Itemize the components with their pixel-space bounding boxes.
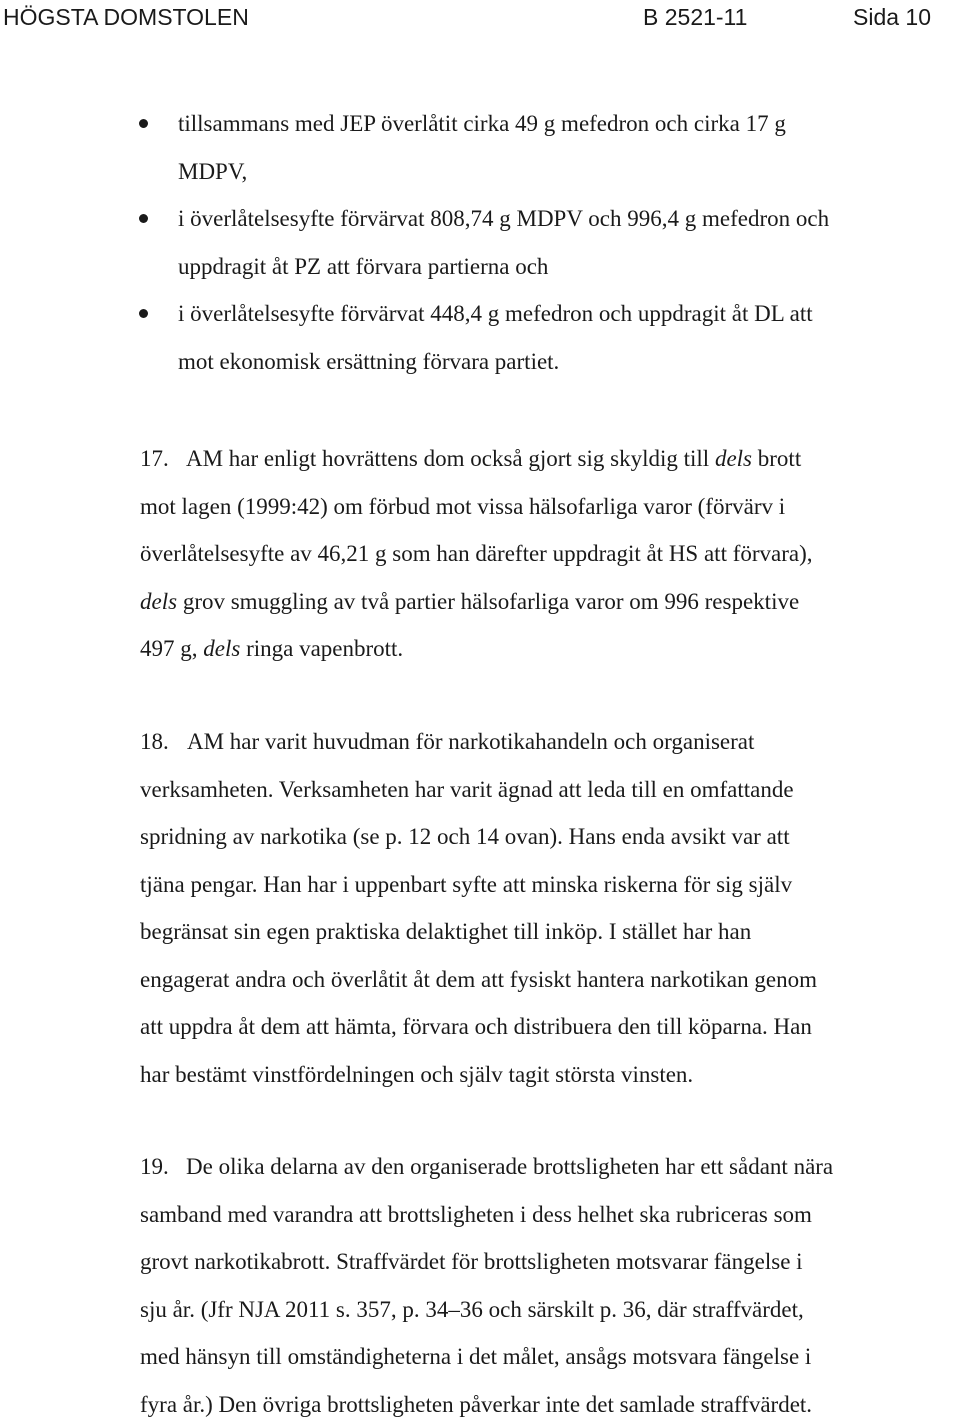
paragraph-line: har bestämt vinstfördelningen och själv tagit största vinsten.	[140, 1051, 958, 1099]
page-header	[0, 0, 960, 36]
paragraph-line	[140, 435, 958, 483]
italic-text: dels	[203, 636, 240, 661]
paragraph-line: fyra år.) Den övriga brottsligheten påverkar inte det samlade straffvärdet.	[140, 1381, 958, 1428]
paragraph-line	[140, 718, 958, 766]
bullet-line: uppdragit åt PZ att förvara partierna och	[178, 243, 960, 291]
paragraph-number: 17.	[140, 435, 186, 483]
paragraph-line	[140, 625, 958, 673]
italic-text: dels	[140, 589, 177, 614]
paragraph-line: att uppdra åt dem att hämta, förvara och distribuera den till köparna. Han	[140, 1003, 958, 1051]
court-name: HÖGSTA DOMSTOLEN	[3, 4, 249, 31]
bullet-line: MDPV,	[178, 148, 960, 196]
text-run: ringa vapenbrott.	[240, 636, 403, 661]
case-number: B 2521-11	[643, 4, 747, 31]
text-run: AM har varit huvudman för narkotikahandeln och organiserat	[187, 729, 754, 754]
paragraph-line: med hänsyn till omständigheterna i det målet, ansågs motsvara fängelse i	[140, 1333, 958, 1381]
paragraph-line	[140, 1143, 958, 1191]
paragraph-line: begränsat sin egen praktiska delaktighet till inköp. I stället har han	[140, 908, 958, 956]
text-run: AM har enligt hovrättens dom också gjort sig skyldig till	[186, 446, 715, 471]
paragraph-line: sju år. (Jfr NJA 2011 s. 357, p. 34–36 och särskilt p. 36, där straffvärdet,	[140, 1286, 958, 1334]
paragraph-line: överlåtelsesyfte av 46,21 g som han därefter uppdragit åt HS att förvara),	[140, 530, 958, 578]
paragraph-line: tjäna pengar. Han har i uppenbart syfte att minska riskerna för sig själv	[140, 861, 958, 909]
paragraph-line: verksamheten. Verksamheten har varit ägnad att leda till en omfattande	[140, 766, 958, 814]
paragraph-line: mot lagen (1999:42) om förbud mot vissa hälsofarliga varor (förvärv i	[140, 483, 958, 531]
paragraph-line: engagerat andra och överlåtit åt dem att fysiskt hantera narkotikan genom	[140, 956, 958, 1004]
bullet-line: i överlåtelsesyfte förvärvat 448,4 g mefedron och uppdragit åt DL att	[178, 290, 960, 338]
paragraph-number: 19.	[140, 1143, 186, 1191]
bullet-line: i överlåtelsesyfte förvärvat 808,74 g MDPV och 996,4 g mefedron och	[178, 195, 960, 243]
paragraph-line	[140, 578, 958, 626]
paragraph-18	[140, 718, 958, 1098]
text-run: grov smuggling av två partier hälsofarliga varor om 996 respektive	[177, 589, 799, 614]
text-run: 497 g,	[140, 636, 203, 661]
paragraph-17	[140, 435, 958, 673]
list-item	[0, 290, 960, 385]
paragraph-number: 18.	[140, 718, 187, 766]
bullet-line: mot ekonomisk ersättning förvara partiet.	[178, 338, 960, 386]
text-run: brott	[752, 446, 801, 471]
paragraph-line: grovt narkotikabrott. Straffvärdet för brottsligheten motsvarar fängelse i	[140, 1238, 958, 1286]
list-item	[0, 195, 960, 290]
bullet-list	[0, 100, 960, 385]
italic-text: dels	[715, 446, 752, 471]
paragraph-line: samband med varandra att brottsligheten i dess helhet ska rubriceras som	[140, 1191, 958, 1239]
text-run: De olika delarna av den organiserade brottsligheten har ett sådant nära	[186, 1154, 833, 1179]
bullet-line: tillsammans med JEP överlåtit cirka 49 g mefedron och cirka 17 g	[178, 100, 960, 148]
paragraph-19	[140, 1143, 958, 1428]
paragraph-line: spridning av narkotika (se p. 12 och 14 ovan). Hans enda avsikt var att	[140, 813, 958, 861]
page-number: Sida 10	[853, 4, 931, 31]
list-item	[0, 100, 960, 195]
